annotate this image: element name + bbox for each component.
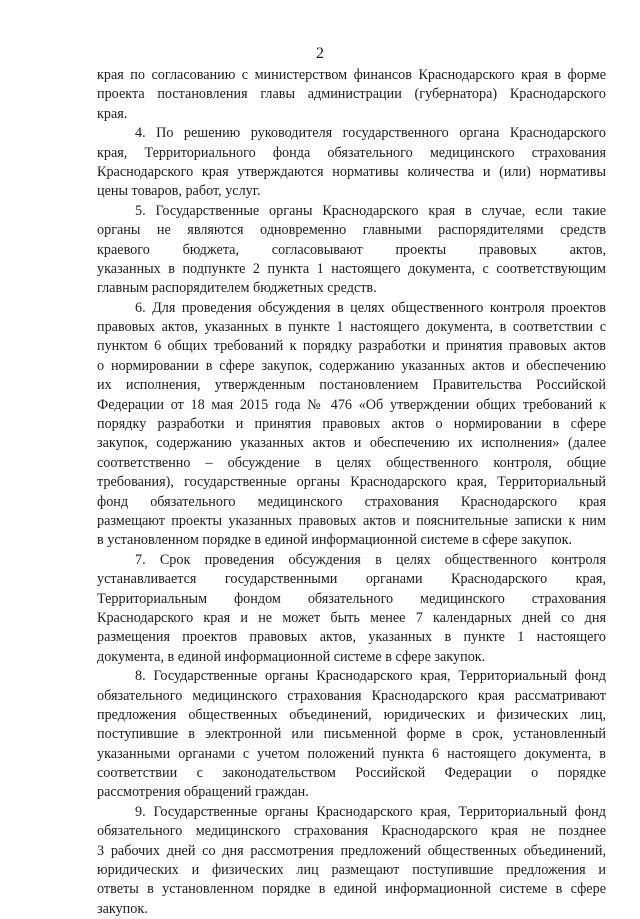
text-line: Федерации от 18 мая 2015 года № 476 «Об утверждении общих требований к: [97, 396, 606, 413]
text-line: Краснодарского края утверждаются нормативы количества и (или) нормативы: [97, 163, 606, 180]
text-line: 9. Государственные органы Краснодарского края, Территориальный фонд: [135, 803, 606, 820]
text-line: о нормировании в сфере закупок, содержанию указанных актов и обеспечению: [97, 357, 606, 374]
text-line: Краснодарского края и не может быть менее 7 календарных дней со дня: [97, 609, 606, 626]
text-line: органы не являются одновременно главными распорядителями средств: [97, 222, 606, 239]
text-line: указанных в подпункте 2 пункта 1 настоящего документа, с соответствующим: [97, 260, 606, 277]
text-line: рассмотрения обращений граждан.: [97, 784, 309, 801]
text-line: их исполнения, утвержденным постановлением Правительства Российской: [97, 377, 606, 394]
text-line: размещения проектов правовых актов, указанных в пункте 1 настоящего: [97, 629, 606, 646]
text-line: Территориальным фондом обязательного медицинского страхования: [97, 590, 606, 607]
text-line: закупок, содержанию указанных актов и обеспечению их исполнения» (далее: [97, 435, 606, 452]
text-line: документа, в единой информационной системе в сфере закупок.: [97, 648, 486, 665]
text-line: обязательного медицинского страхования Краснодарского края рассматривают: [97, 687, 606, 704]
text-line: требования), государственные органы Краснодарского края, Территориальный: [97, 474, 606, 491]
text-line: 5. Государственные органы Краснодарского края в случае, если такие: [135, 202, 606, 219]
text-line: 7. Срок проведения обсуждения в целях общественного контроля: [135, 551, 606, 568]
text-line: юридических и физических лиц размещают поступившие предложения и: [97, 862, 606, 879]
paragraph: [97, 66, 606, 124]
text-line: поступившие в электронной или письменной форме в срок, установленный: [97, 726, 606, 743]
text-line: 4. По решению руководителя государственного органа Краснодарского: [135, 125, 606, 142]
text-line: в установленном порядке в единой информационной системе в сфере закупок.: [97, 532, 573, 549]
paragraph: [97, 667, 606, 803]
paragraph: [97, 299, 606, 551]
text-line: 6. Для проведения обсуждения в целях общественного контроля проектов: [135, 299, 606, 316]
document-body: [97, 66, 606, 919]
text-line: проекта постановления главы администрации (губернатора) Краснодарского: [97, 86, 606, 103]
paragraph: [97, 202, 606, 299]
text-line: соответствии с законодательством Российской Федерации о порядке: [97, 765, 606, 782]
text-line: пунктом 6 общих требований к порядку разработки и принятия правовых актов: [97, 338, 606, 355]
text-line: правовых актов, указанных в пункте 1 настоящего документа, в соответствии с: [97, 319, 606, 336]
text-line: края.: [97, 105, 128, 122]
page-number: 2: [316, 45, 324, 62]
text-line: указанными органами с учетом положений пункта 6 настоящего документа, в: [97, 745, 606, 762]
paragraph: [97, 124, 606, 202]
text-line: фонд обязательного медицинского страхования Краснодарского края: [97, 493, 606, 510]
text-line: главным распорядителем бюджетных средств.: [97, 280, 377, 297]
text-line: обязательного медицинского страхования Краснодарского края не позднее: [97, 823, 606, 840]
text-line: закупок.: [97, 900, 148, 917]
text-line: ответы в установленном порядке в единой информационной системе в сфере: [97, 881, 606, 898]
text-line: 3 рабочих дней со дня рассмотрения предложений общественных объединений,: [97, 842, 606, 859]
text-line: устанавливается государственными органами Краснодарского края,: [97, 571, 606, 588]
text-line: цены товаров, работ, услуг.: [97, 183, 261, 200]
text-line: края, Территориального фонда обязательного медицинского страхования: [97, 144, 606, 161]
text-line: порядку разработки и принятия правовых актов о нормировании в сфере: [97, 416, 606, 433]
text-line: соответственно – обсуждение в целях общественного контроля, общие: [97, 454, 606, 471]
text-line: краевого бюджета, согласовывают проекты правовых актов,: [97, 241, 606, 258]
text-line: края по согласованию с министерством финансов Краснодарского края в форме: [97, 67, 606, 83]
text-line: 8. Государственные органы Краснодарского края, Территориальный фонд: [135, 668, 606, 685]
paragraph: [97, 551, 606, 667]
paragraph: [97, 803, 606, 919]
text-line: размещают проекты указанных правовых актов и пояснительные записки к ним: [97, 512, 606, 529]
text-line: предложения общественных объединений, юридических и физических лиц,: [97, 706, 606, 723]
